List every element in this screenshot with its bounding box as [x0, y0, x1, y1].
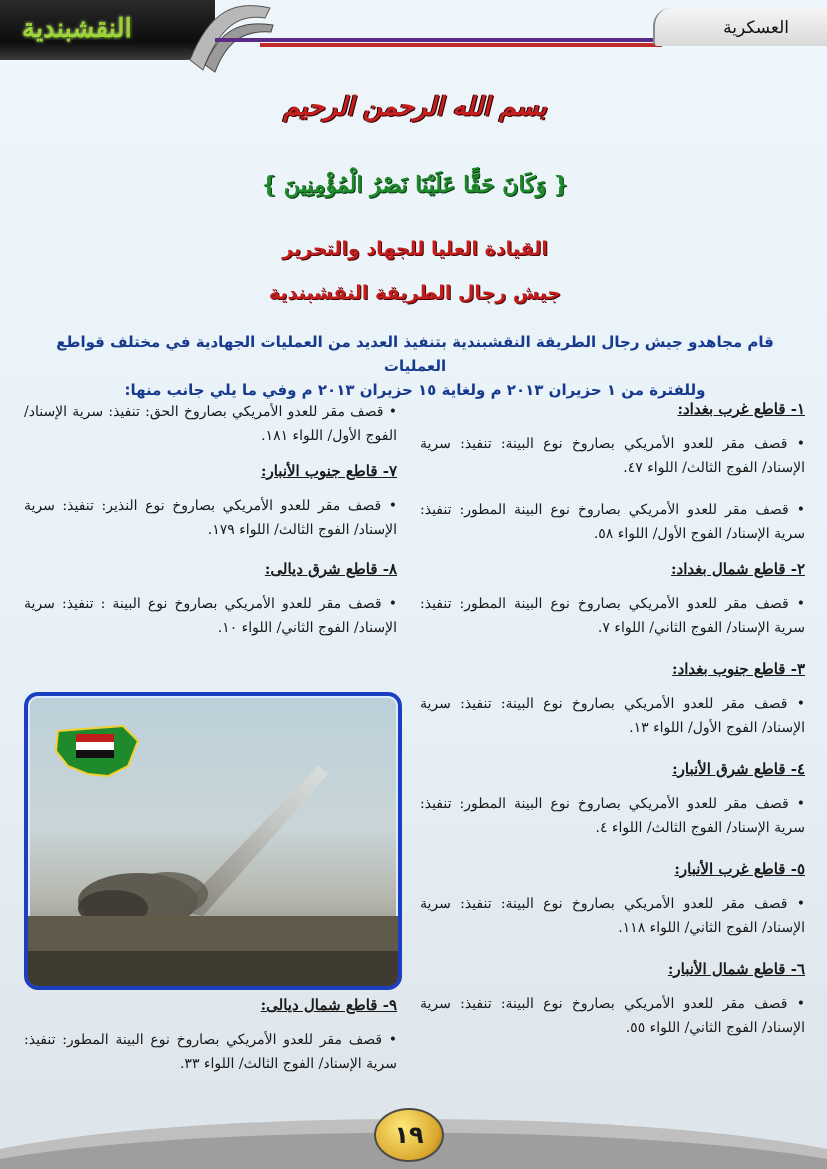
section-3 — [420, 660, 805, 740]
list-item: • قصف مقر للعدو الأمريكي بصاروخ نوع البينة المطور: تنفيذ: سرية الإسناد/ الفوج الثالث/ اللواء ٤. — [420, 796, 805, 836]
section-title: ٨- قاطع شرق ديالى: — [264, 560, 397, 578]
quran-verse: { وَكَانَ حَقًّا عَلَيْنَا نَصْرُ الْمُؤْمِنِينَ } — [261, 172, 569, 198]
organization-line-2: جيش رجال الطريقة النقشبندية — [268, 282, 562, 304]
section-title: العسكرية — [723, 18, 789, 38]
section-title: ٤- قاطع شرق الأنبار: — [672, 760, 805, 778]
section-1 — [420, 400, 805, 546]
list-item: • قصف مقر للعدو الأمريكي بصاروخ نوع البينة : تنفيذ: سرية الإسناد/ الفوج الثاني/ اللواء ١٠. — [24, 596, 397, 636]
section-7 — [24, 462, 397, 542]
intro-line-1: قام مجاهدو جيش رجال الطريقة النقشبندية بتنفيذ العديد من العمليات الجهادية في مختلف قواطع العمليات — [56, 333, 774, 375]
section-5 — [420, 860, 805, 940]
left-column — [24, 400, 397, 640]
list-item: • قصف مقر للعدو الأمريكي بصاروخ نوع البينة المطور: تنفيذ: سرية الإسناد/ الفوج الأول/ اللواء ٥٨. — [420, 502, 805, 542]
list-item: • قصف مقر للعدو الأمريكي بصاروخ نوع البينة المطور: تنفيذ: سرية الإسناد/ الفوج الثاني/ اللواء ٧. — [420, 596, 805, 636]
section-8 — [24, 560, 397, 640]
list-item: • قصف مقر للعدو الأمريكي بصاروخ نوع النذير: تنفيذ: سرية الإسناد/ الفوج الثالث/ اللواء ١٧٩. — [24, 498, 397, 538]
basmala: بسم الله الرحمن الرحيم — [283, 92, 547, 122]
magazine-title: النقشبندية — [22, 14, 132, 44]
rocket-launch-illustration — [28, 696, 398, 986]
section-9 — [24, 996, 397, 1076]
section-6 — [420, 960, 805, 1040]
section-title: ٥- قاطع غرب الأنبار: — [674, 860, 805, 878]
section-title: ١- قاطع غرب بغداد: — [677, 400, 805, 418]
section-title: ٧- قاطع جنوب الأنبار: — [260, 462, 397, 480]
section-4 — [420, 760, 805, 840]
header-left-banner — [0, 0, 215, 60]
page-number: ١٩ — [374, 1108, 444, 1162]
rocket-launch-photo — [24, 692, 402, 990]
intro-line-2: وللفترة من ١ حزيران ٢٠١٣ م ولغاية ١٥ حزيران ٢٠١٣ م وفي ما يلي جانب منها: — [124, 381, 706, 399]
organization-line-1: القيادة العليا للجهاد والتحرير — [282, 238, 548, 260]
intro-paragraph — [30, 330, 800, 402]
list-item: • قصف مقر للعدو الأمريكي بصاروخ نوع البينة: تنفيذ: سرية الإسناد/ الفوج الثالث/ اللواء ٤٧. — [420, 436, 805, 476]
header-rule-red — [260, 43, 662, 47]
list-item: • قصف مقر للعدو الأمريكي بصاروخ نوع البينة: تنفيذ: سرية الإسناد/ الفوج الأول/ اللواء ١٣. — [420, 696, 805, 736]
organization-logo — [56, 726, 138, 776]
list-item: • قصف مقر للعدو الأمريكي بصاروخ الحق: تنفيذ: سرية الإسناد/ الفوج الأول/ اللواء ١٨١. — [24, 404, 397, 444]
section-title: ٩- قاطع شمال ديالى: — [260, 996, 397, 1014]
section-2 — [420, 560, 805, 640]
list-item: • قصف مقر للعدو الأمريكي بصاروخ نوع البينة المطور: تنفيذ: سرية الإسناد/ الفوج الثالث/ اللواء ٣٣. — [24, 1032, 397, 1072]
right-column — [420, 400, 805, 1040]
header-right-tab — [653, 8, 827, 46]
list-item: • قصف مقر للعدو الأمريكي بصاروخ نوع البينة: تنفيذ: سرية الإسناد/ الفوج الثاني/ اللواء ٥٥. — [420, 996, 805, 1036]
list-item: • قصف مقر للعدو الأمريكي بصاروخ نوع البينة: تنفيذ: سرية الإسناد/ الفوج الثاني/ اللواء ١١٨. — [420, 896, 805, 936]
section-title: ٣- قاطع جنوب بغداد: — [672, 660, 805, 678]
section-title: ٦- قاطع شمال الأنبار: — [667, 960, 805, 978]
header-rule-purple — [215, 38, 662, 42]
section-title: ٢- قاطع شمال بغداد: — [671, 560, 805, 578]
